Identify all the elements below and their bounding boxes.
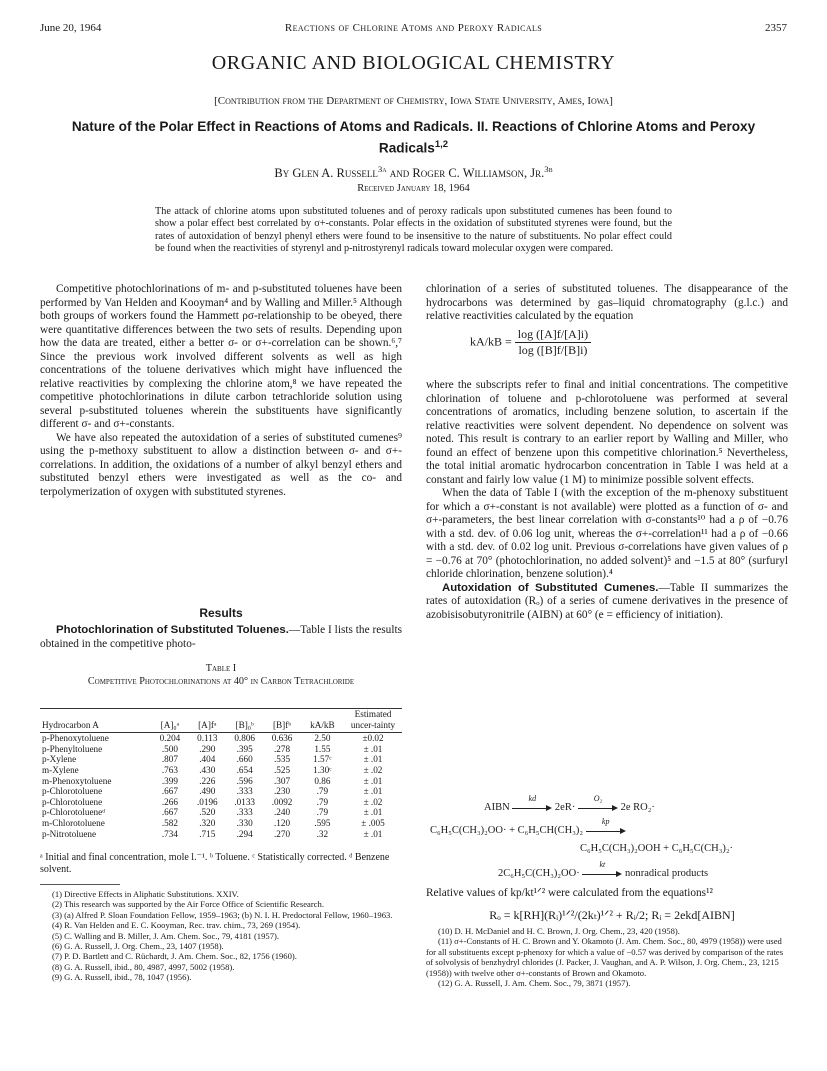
col-header-uncertainty: Estimated uncer-tainty (344, 709, 402, 733)
header-running-title: Reactions of Chlorine Atoms and Peroxy Radicals (284, 22, 543, 34)
table-cell-ratio: 1.30ᶜ (313, 764, 332, 775)
col-header-bf: [B]fᵇ (263, 709, 300, 733)
table-cell-a0: .667 (161, 807, 178, 818)
author-1: Glen A. Russell (292, 166, 378, 181)
eq1-fraction (515, 327, 591, 358)
table-cell-name: m-Phenoxytoluene (42, 775, 112, 786)
table-cell-bf: .535 (274, 754, 291, 765)
table-cell-b0: .333 (236, 807, 253, 818)
rx1-middle: 2eR· (554, 802, 576, 813)
table-cell-ratio: 2.50 (314, 733, 331, 744)
article-title (70, 118, 757, 158)
table-cell-bf: .278 (274, 743, 291, 754)
table-cell-bf: .307 (274, 775, 291, 786)
rx1-arrow (512, 793, 552, 813)
table-row (40, 733, 402, 744)
photochlorination-subheading: Photochlorination of Substituted Toluenes. (56, 624, 289, 636)
table-row (40, 797, 402, 808)
table-cell-a0: .763 (161, 764, 178, 775)
table-cell-name: m-Chlorotoluene (42, 817, 105, 828)
table-cell-unc: ± .01 (363, 754, 383, 765)
footnotes-left (40, 889, 402, 983)
table-row (40, 776, 402, 787)
table-cell-af: .290 (199, 743, 216, 754)
col-header-af: [A]fᵃ (189, 709, 226, 733)
right-column-text (426, 379, 788, 622)
table-cell-b0: .654 (236, 764, 253, 775)
table-cell-unc: ± .02 (363, 764, 383, 775)
right-paragraph-5: Relative values of kp/kt¹ᐟ² were calculated from the equations¹² (426, 887, 713, 899)
col-header-a0: [A]₀ᵃ (151, 709, 188, 733)
table-cell-ratio: .79 (316, 796, 329, 807)
results-heading: Results (199, 606, 243, 620)
table-cell-unc: ± .01 (363, 743, 383, 754)
footnote-item: (5) C. Walling and B. Miller, J. Am. Chem. Soc., 79, 4181 (1957). (52, 930, 280, 941)
table-cell-b0: .395 (236, 743, 253, 754)
title-footnote-refs: 1,2 (434, 139, 449, 150)
footnote-item: (9) G. A. Russell, ibid., 78, 1047 (1956). (52, 972, 192, 983)
reaction-3 (498, 859, 709, 879)
footnote-item: (4) R. Van Helden and E. C. Kooyman, Rec. trav. chim., 73, 269 (1954). (52, 920, 301, 931)
header-page-number: 2357 (765, 22, 787, 34)
author-by: By (274, 166, 290, 181)
author-2-ref: 3b (544, 164, 553, 174)
table-cell-name: m-Xylene (42, 764, 79, 775)
table-row (40, 807, 402, 818)
table-cell-bf: .270 (274, 828, 291, 839)
table-cell-name: p-Nitrotoluene (42, 828, 97, 839)
footnote-item: (7) P. D. Bartlett and C. Rüchardt, J. Am. Chem. Soc., 82, 1756 (1960). (52, 951, 297, 962)
left-paragraph-2: We have also repeated the autoxidation of a series of substituted cumenes⁹ using the p-methoxy substituent to allow a distinction between σ- and σ+-correlations. In addition, the oxidations of a number of alkyl benzyl ethers and substituted benzyl ethers were investigated as well as the co- and terpolymerization of oxygen with substituted styrenes. (40, 431, 402, 498)
abstract: The attack of chlorine atoms upon substituted toluenes and of peroxy radicals upon substituted cumenes has been found to show a polar effect best correlated by σ+-constants. Polar effects in the oxidation of substituted styrenes were found, but the rates of autoxidation of benzyl phenyl ethers were found to be insensitive to the nature of substituents. No polar effect could be found when the reactivities of styrenyl and p-nitrostyrenyl radicals toward molecular oxygen were compared. (155, 206, 672, 255)
table-cell-a0: 0.204 (159, 733, 181, 744)
table-cell-bf: .240 (274, 807, 291, 818)
table-1 (40, 708, 402, 839)
article-title-text: Nature of the Polar Effect in Reactions of Atoms and Radicals. II. Reactions of Chlorine Atoms and Peroxy Radicals (71, 119, 756, 156)
table-cell-af: .715 (199, 828, 216, 839)
rx3-left: 2C₆H₅C(CH₃)₂OO· (498, 868, 580, 879)
table-cell-ratio: 1.57ᶜ (313, 754, 332, 765)
rx3-arrow (582, 859, 622, 879)
table-cell-b0: .596 (236, 775, 253, 786)
autoxidation-subheading: Autoxidation of Substituted Cumenes. (442, 581, 659, 594)
footnote-item: (10) D. H. McDaniel and H. C. Brown, J. Org. Chem., 23, 420 (1958). (438, 926, 680, 936)
right-paragraph-1: chlorination of a series of substituted toluenes. The disappearance of the hydrocarbons was determined by gas–liquid chromatography (g.l.c.) and relative reactivities calculated by the equation (426, 283, 788, 322)
rx3-rate-label: kt (599, 859, 606, 869)
left-column-text (40, 283, 402, 499)
table-cell-unc: ±0.02 (362, 733, 384, 744)
author-and: and (389, 166, 410, 181)
rx2-arrow (586, 816, 626, 836)
table-cell-unc: ± .01 (363, 775, 383, 786)
table-cell-unc: ± .01 (363, 807, 383, 818)
received-date: Received January 18, 1964 (357, 183, 470, 194)
table-cell-ratio: .79 (316, 807, 329, 818)
autoxidation-text: —Table II summarizes the rates of autoxidation (Rₒ) of a series of cumene derivatives in the presence of azobisisobutyronitrile (AIBN) at 60° (e = efficiency of initiation). (426, 581, 788, 621)
table-cell-unc: ± .02 (363, 796, 383, 807)
left-paragraph-1: Competitive photochlorinations of m- and p-substituted toluenes have been performed by Van Helden and Kooyman⁴ and by Walling and Miller.⁵ Although both groups of workers found the Hammett ρσ-relationship to be obeyed, there were quantitative differences between the two sets of results. Depending upon how the data are treated, either a better σ- or σ+-correlation can be shown.⁶,⁷ Since the previous work involved different solvents as well as high concentrations of the toluene derivatives which might have influenced the relative reactivities by complexing the chlorine atom,⁸ we have repeated the competitive photochlorinations in dilute carbon tetrachloride solution using several p-substituted toluenes wherein the substituents have significantly different σ- and σ+-constants. (40, 283, 402, 430)
footnote-item: (2) This research was supported by the Air Force Office of Scientific Research. (52, 899, 324, 910)
author-1-ref: 3a (377, 164, 387, 174)
footnote-item: (1) Directive Effects in Aliphatic Substitutions. XXIV. (52, 889, 239, 899)
footnote-item: (11) σ+-Constants of H. C. Brown and Y. Okamoto (J. Am. Chem. Soc., 80, 4979 (1958)) were used for all substituents except p-phenoxy for which a value of −0.57 was derived by comparison of the rates of solvolysis of benzhydryl chlorides (J. Packer, J. Vaughan, and A. P. Wilson, J. Org. Chem., 23, 1215 (1958)) with twelve other σ+-constants of Brown and Okamoto. (426, 936, 784, 978)
table-cell-af: .320 (199, 817, 216, 828)
table-1-caption: Competitive Photochlorinations at 40° in Carbon Tetrachloride (87, 676, 355, 687)
col-header-b0: [B]₀ᵇ (226, 709, 263, 733)
table-cell-a0: .500 (161, 743, 178, 754)
table-cell-a0: .399 (161, 775, 178, 786)
table-cell-ratio: .32 (316, 828, 329, 839)
reaction-2 (430, 816, 626, 836)
rx2-rate-label: kp (601, 816, 610, 826)
eq1-numerator: log ([A]f/[A]i) (515, 327, 591, 343)
table-1-notes: ᵃ Initial and final concentration, mole l.⁻¹. ᵇ Toluene. ᶜ Statistically corrected. ᵈ Benzene solvent. (40, 852, 390, 875)
table-cell-unc: ± .01 (363, 828, 383, 839)
col-header-ratio: kA/kB (301, 709, 344, 733)
table-cell-b0: .0133 (234, 796, 255, 807)
table-cell-name: p-Xylene (42, 754, 77, 765)
footnote-item: (12) G. A. Russell, J. Am. Chem. Soc., 79, 3871 (1957). (438, 978, 631, 989)
table-row (40, 818, 402, 829)
table-1-label: Table I (205, 663, 237, 674)
reaction-1 (484, 793, 655, 813)
eq1-denominator: log ([B]f/[B]i) (518, 343, 588, 357)
rx1-left: AIBN (484, 802, 510, 813)
table-cell-af: 0.113 (197, 733, 218, 744)
footnotes-right (426, 926, 788, 988)
col-header-hydrocarbon: Hydrocarbon A (40, 709, 151, 733)
footnote-item: (6) G. A. Russell, J. Org. Chem., 23, 1407 (1958). (52, 941, 224, 952)
table-cell-a0: .667 (161, 786, 178, 797)
footnote-item: (3) (a) Alfred P. Sloan Foundation Fellow, 1959–1963; (b) N. I. H. Predoctoral Fellow, 1960–1963. (52, 909, 393, 920)
author-2: Roger C. Williamson, Jr. (412, 166, 545, 181)
rx2-left: C₆H₅C(CH₃)₂OO· + C₆H₅CH(CH₃)₂ (430, 825, 584, 836)
table-cell-a0: .807 (161, 754, 178, 765)
table-cell-unc: ± .005 (361, 817, 385, 828)
right-paragraph-3: When the data of Table I (with the exception of the m-phenoxy substituent for which a σ+-constant is not available) were plotted as a function of σ- and σ+-parameters, the best linear correlation with σ-constants¹⁰ had a ρ of −0.76 with a std. dev. of 0.06 log unit, whereas the σ+-correlation¹¹ had a ρ of −0.66 with a std. dev. of 0.02 log unit. Previous σ-correlations have given values of ρ = −0.76 at 70° (photochlorination, no added solvent)⁵ and −1.5 at 80° (surfuryl chloride chlorination, benzene solution).⁴ (426, 487, 788, 580)
table-cell-af: .0196 (196, 796, 218, 807)
contribution-line: [Contribution from the Department of Chemistry, Iowa State University, Ames, Iowa] (214, 95, 613, 107)
table-row (40, 744, 402, 755)
table-cell-af: .430 (199, 764, 216, 775)
table-cell-b0: 0.806 (234, 733, 255, 744)
table-row (40, 829, 402, 840)
table-row (40, 754, 402, 765)
table-cell-bf: .0092 (271, 796, 293, 807)
table-cell-name: p-Chlorotoluene (42, 796, 103, 807)
table-cell-bf: .230 (274, 786, 291, 797)
table-1-body (40, 733, 402, 839)
table-cell-name: p-Chlorotolueneᵈ (42, 807, 106, 818)
table-cell-b0: .294 (236, 828, 253, 839)
table-cell-b0: .333 (236, 786, 253, 797)
table-cell-name: p-Phenoxytoluene (42, 733, 109, 744)
table-cell-ratio: 0.86 (314, 775, 331, 786)
photochlorination-text: —Table I lists the results obtained in the competitive photo- (40, 624, 402, 650)
table-cell-name: p-Phenyltoluene (42, 743, 103, 754)
table-cell-af: .226 (199, 775, 216, 786)
rx3-right: nonradical products (624, 868, 709, 879)
table-cell-b0: .660 (236, 754, 253, 765)
photochlorination-paragraph (40, 624, 402, 651)
table-cell-a0: .582 (161, 817, 178, 828)
table-row (40, 765, 402, 776)
rx1-oxygen-label: O₂ (593, 793, 603, 803)
table-cell-bf: .120 (274, 817, 291, 828)
header-date: June 20, 1964 (40, 22, 102, 34)
rx1-right: 2e RO₂· (620, 802, 655, 813)
footnote-item: (8) G. A. Russell, ibid., 80, 4987, 4997, 5002 (1958). (52, 961, 235, 972)
rx1-rate-label: kd (528, 793, 537, 803)
table-cell-name: p-Chlorotoluene (42, 786, 103, 797)
table-cell-af: .404 (199, 754, 216, 765)
table-cell-a0: .734 (161, 828, 178, 839)
section-heading: ORGANIC AND BIOLOGICAL CHEMISTRY (211, 52, 616, 74)
table-cell-bf: .525 (274, 764, 291, 775)
right-paragraph-2: where the subscripts refer to final and initial concentrations. The competitive chlorination of toluene and p-chlorotoluene was performed at several concentrations of aromatics, including benzene solution, to ascertain if the relative reactivities were solvent dependent. No dependence on solvent was noted. This result is contrary to an earlier report by Walling and Miller, who found an effect of benzene upon this competitive chlorination.⁵ Nevertheless, the total initial aromatic hydrocarbon concentration in Table I was held at a constant and fairly low value (1 M) to minimize possible solvent effects. (426, 379, 788, 486)
equation-relative-reactivity (470, 327, 591, 358)
table-cell-af: .520 (199, 807, 216, 818)
reaction-2-products: C₆H₅C(CH₃)₂OOH + C₆H₅C(CH₃)₂· (580, 843, 734, 854)
table-cell-b0: .330 (236, 817, 253, 828)
table-cell-ratio: .79 (316, 786, 329, 797)
table-cell-bf: 0.636 (271, 733, 293, 744)
table-row (40, 786, 402, 797)
author-line (0, 164, 827, 181)
table-cell-af: .490 (199, 786, 216, 797)
table-cell-ratio: 1.55 (314, 743, 331, 754)
rx1-arrow-2 (578, 793, 618, 813)
table-1-header-row (40, 709, 402, 733)
table-cell-a0: .266 (161, 796, 178, 807)
footnote-rule (40, 884, 120, 885)
eq1-lhs: kA/kB = (470, 334, 512, 349)
equation-oxidation-rate: Rₒ = k[RH](Rᵢ)¹ᐟ²/(2kₜ)¹ᐟ² + Rᵢ/2; Rᵢ = 2ekd[AIBN] (489, 908, 735, 922)
table-cell-ratio: .595 (314, 817, 331, 828)
table-cell-unc: ± .01 (363, 786, 383, 797)
